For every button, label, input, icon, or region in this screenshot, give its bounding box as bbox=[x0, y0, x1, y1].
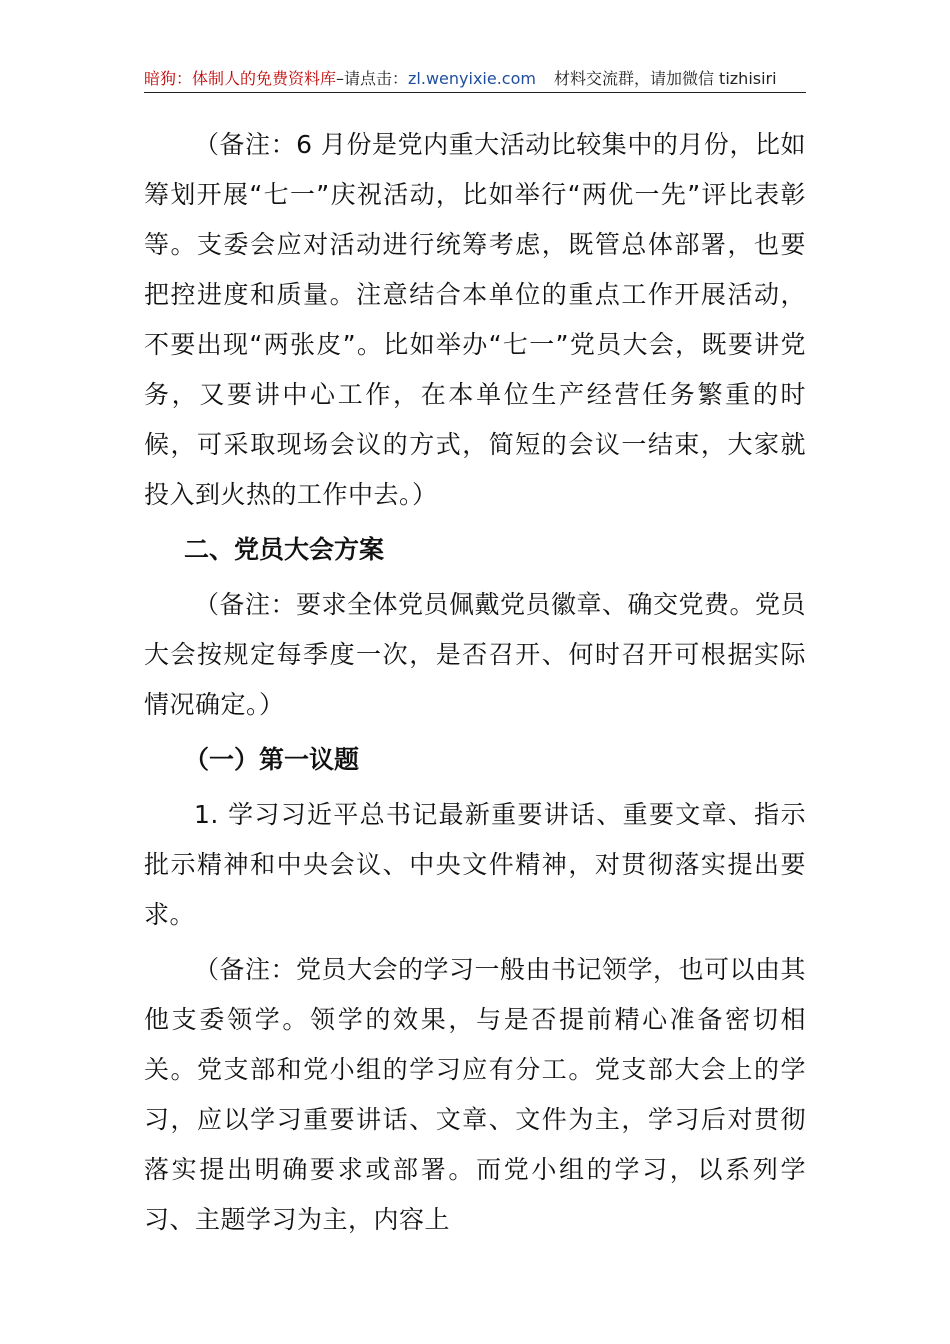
note-paragraph-congress-requirements: （备注：要求全体党员佩戴党员徽章、确交党费。党员大会按规定每季度一次，是否召开、何时召开可根据实际情况确定。） bbox=[144, 590, 807, 719]
list-item-study-speeches: 1. 学习习近平总书记最新重要讲话、重要文章、指示批示精神和中央会议、中央文件精神，对贯彻落实提出要求。 bbox=[144, 800, 806, 929]
subsection-heading-first-topic: （一）第一议题 bbox=[184, 745, 360, 774]
note-paragraph-study-leadership: （备注：党员大会的学习一般由书记领学，也可以由其他支委领学。领学的效果，与是否提前精心准备密切相关。党支部和党小组的学习应有分工。党支部大会上的学习，应以学习重要讲话、文章、文件为主，学习后对贯彻落实提出明确要求或部署。而党小组的学习，以系列学习、主题学习为主，内容上 bbox=[144, 955, 807, 1234]
section-heading-party-congress-plan: 二、党员大会方案 bbox=[184, 535, 385, 564]
header-url-link[interactable]: zl.wenyixie.com bbox=[408, 69, 536, 88]
note-paragraph-june-activities: （备注：6 月份是党内重大活动比较集中的月份，比如筹划开展“七一”庆祝活动，比如举行“两优一先”评比表彰等。支委会应对活动进行统筹考虑，既管总体部署，也要把控进度和质量。注意结合本单位的重点工作开展活动，不要出现“两张皮”。比如举办“七一”党员大会，既要讲党务，又要讲中心工作，在本单位生产经营任务繁重的时候，可采取现场会议的方式，简短的会议一结束，大家就投入到火热的工作中去。） bbox=[144, 130, 806, 509]
document-body bbox=[144, 120, 806, 1250]
page-header bbox=[144, 66, 806, 93]
header-site-name: 暗狗：体制人的免费资料库 bbox=[144, 69, 337, 88]
header-wechat-prompt: 材料交流群，请加微信 tizhisiri bbox=[553, 69, 777, 88]
header-click-prompt: –请点击： bbox=[336, 69, 409, 88]
